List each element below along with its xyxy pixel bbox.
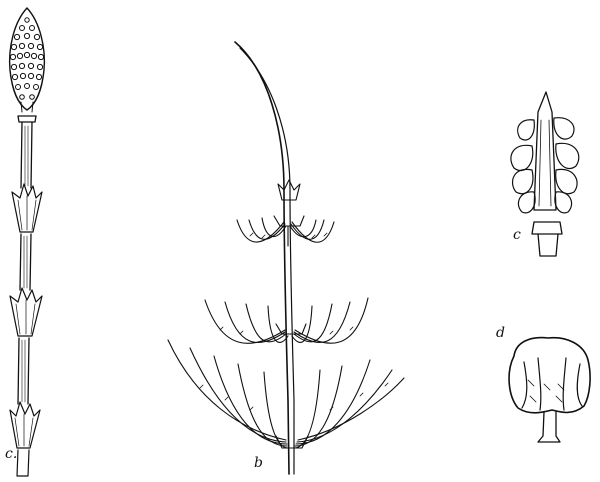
sporangiophore-illustration xyxy=(509,338,590,442)
branch-whorl xyxy=(168,340,404,448)
branch-whorl xyxy=(237,216,334,246)
main-stem xyxy=(235,42,289,474)
stem-sheath xyxy=(10,402,40,448)
fertile-stem-illustration xyxy=(10,8,45,476)
label-sporangiophore: d xyxy=(496,325,505,341)
label-sterile-stem: b xyxy=(254,455,263,471)
sporangiophore-heads xyxy=(511,118,579,213)
label-cone-section: c xyxy=(513,227,521,243)
cone-section-illustration xyxy=(511,92,579,256)
sterile-stem-illustration xyxy=(168,42,404,474)
fertile-cone xyxy=(10,8,45,112)
label-fertile-stem: c. xyxy=(5,446,18,462)
